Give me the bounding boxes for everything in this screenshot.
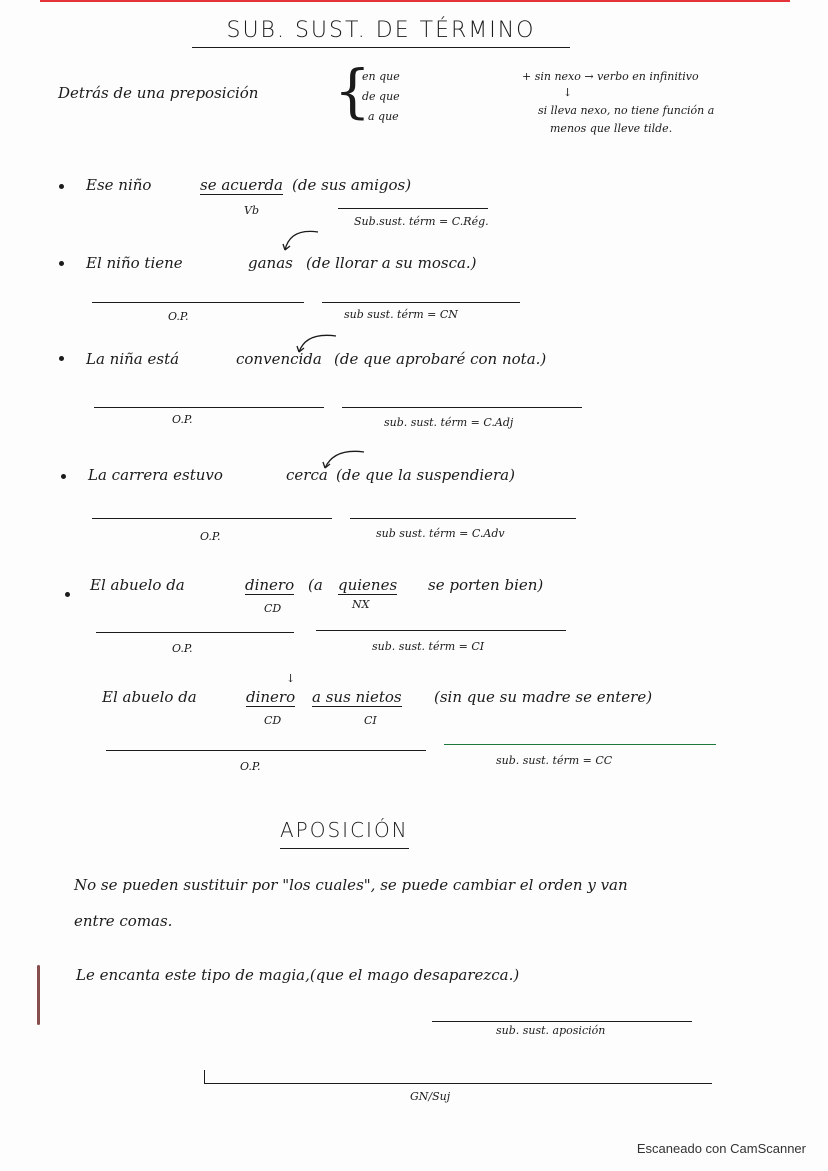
ex3-op-line [94,407,324,408]
ex2-op-line [92,302,304,303]
ex2-noun: ganas [248,254,293,272]
ex6-sub-line [444,744,716,745]
ex1-bracket [338,208,488,209]
ex5-quienes: quienes [338,576,398,594]
bullet-5 [65,592,70,597]
gn-label: GN/Suj [410,1090,451,1103]
ex1-verb-label: Vb [244,204,259,217]
bullet-1 [59,184,64,189]
ex5-paren-a: (a [308,576,323,594]
ex4-adv: cerca [286,466,328,484]
ex6-ci-label: CI [364,714,377,727]
apos-example: Le encanta este tipo de magia,(que el mago desaparezca.) [76,966,520,984]
bullet-2 [59,261,64,266]
ex3-sub-label: sub. sust. térm = C.Adj [384,416,514,429]
ex6-ci: a sus nietos [312,688,402,706]
ex6-op-line [106,750,426,751]
ex5-op-line [96,632,294,633]
ex3-paren: (de que aprobaré con nota.) [334,350,547,368]
apos-text-2: entre comas. [74,912,173,930]
ex2-sub-line [322,302,520,303]
apos-sub-label: sub. sust. aposición [496,1024,606,1037]
ex1-verb: se acuerda [200,176,283,194]
ex6-cd-label: CD [264,714,282,727]
curly-brace: { [334,57,371,125]
ex5-nx-label: NX [352,598,370,611]
ex5-sub-line [316,630,566,631]
ex4-sub-label: sub sust. térm = C.Adv [376,527,505,540]
ex4-lead: La carrera estuvo [88,466,223,484]
ex2-sub-label: sub sust. térm = CN [344,308,458,321]
apos-text-1: No se pueden sustituir por "los cuales", se puede cambiar el orden y van [74,876,628,894]
ex6-sub-label: sub. sust. térm = CC [496,754,613,767]
ex2-lead: El niño tiene [86,254,183,272]
intro-option-1: en que [362,70,400,83]
bullet-3 [59,356,64,361]
ex2-op-label: O.P. [168,310,189,323]
ex6-paren: (sin que su madre se entere) [434,688,653,706]
ex4-op-line [92,518,332,519]
ex5-paren-b: se porten bien) [428,576,544,594]
gn-bracket-left [204,1070,205,1084]
ex1-lead: Ese niño [86,176,152,194]
intro-note-2: si lleva nexo, no tiene función a [538,104,715,117]
ex6-cd: dinero [246,688,296,706]
intro-note-3: menos que lleve tilde. [550,122,673,135]
page-title: SUB. SUST. DE TÉRMINO [192,18,570,48]
ex4-op-label: O.P. [200,530,221,543]
ex5-sub-label: sub. sust. térm = CI [372,640,485,653]
intro-note-1: + sin nexo → verbo en infinitivo [522,70,699,83]
ex3-adj: convencida [236,350,322,368]
ex3-lead: La niña está [86,350,180,368]
ex1-sub-label: Sub.sust. térm = C.Rég. [354,215,489,228]
ex6-lead: El abuelo da [102,688,197,706]
ex5-lead: El abuelo da [90,576,185,594]
apos-title: APOSICIÓN [280,818,409,849]
ex2-paren: (de llorar a su mosca.) [306,254,477,272]
ex5-cd-label: CD [264,602,282,615]
ex3-sub-line [342,407,582,408]
ex5-cd: dinero [245,576,295,594]
ex5-op-label: O.P. [172,642,193,655]
apos-sub-line [432,1021,692,1022]
ex6-op-label: O.P. [240,760,261,773]
bullet-4 [61,474,66,479]
down-arrow-icon: ↓ [563,86,573,99]
margin-mark [37,965,40,1025]
ex4-paren: (de que la suspendiera) [336,466,515,484]
ex3-arrow-icon [296,330,340,354]
top-edge-mark [40,0,790,2]
scanner-footer: Escaneado con CamScanner [636,1141,806,1156]
intro-option-2: de que [362,90,400,103]
ex6-down-arrow-icon: ↓ [286,672,296,685]
ex4-arrow-icon [322,446,368,470]
ex1-paren: (de sus amigos) [292,176,412,194]
intro-text: Detrás de una preposición [58,84,259,102]
ex4-sub-line [350,518,576,519]
ex2-arrow-icon [282,226,322,252]
intro-option-3: a que [368,110,399,123]
gn-bracket [204,1083,712,1084]
ex3-op-label: O.P. [172,413,193,426]
